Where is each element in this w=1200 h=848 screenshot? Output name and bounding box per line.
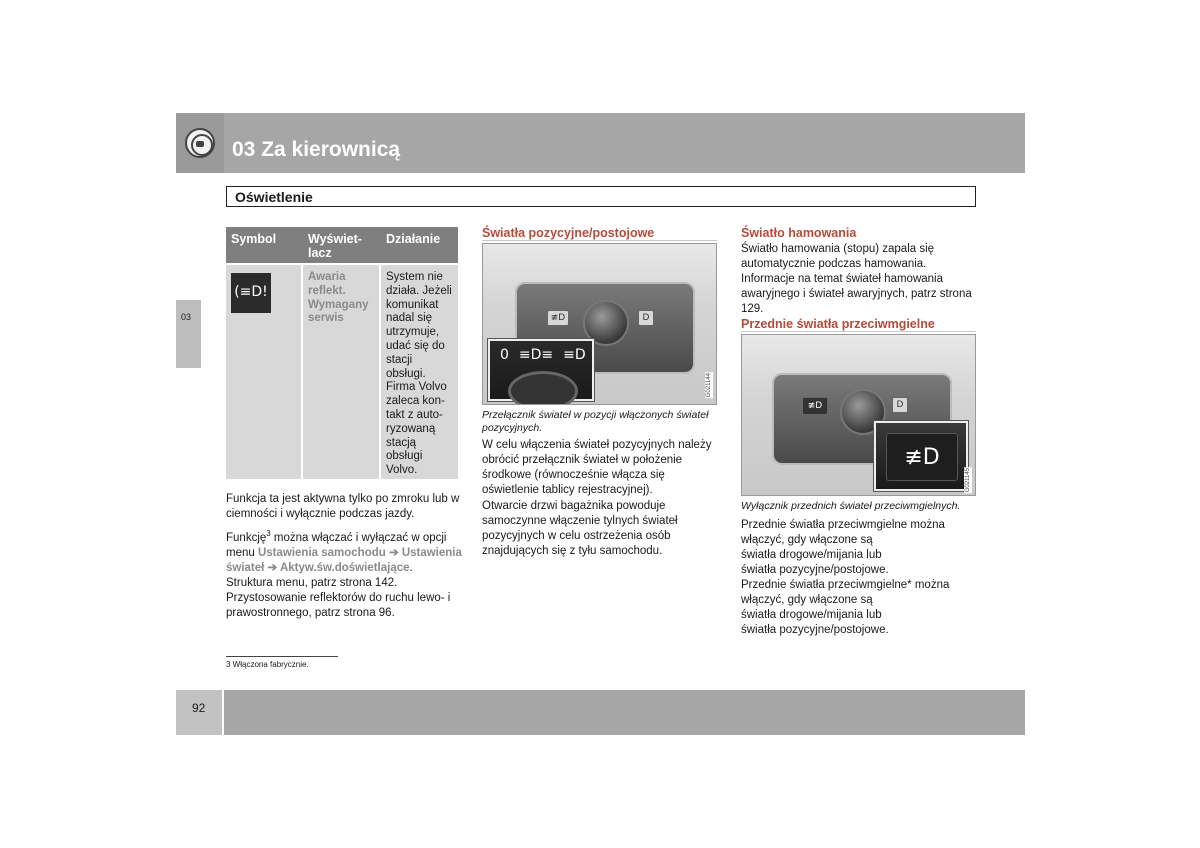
column-header-display: Wyświet- lacz [308, 232, 362, 260]
symbol-cell [226, 265, 301, 479]
chapter-title: 03 Za kierownicą [232, 138, 401, 161]
menu-path-text-c: . Struktura menu, patrz strona 142. [226, 561, 413, 589]
footer-bar [224, 690, 1025, 735]
paragraph-menu-path [226, 526, 462, 591]
position-detail-inset [488, 339, 594, 401]
fog-light-button: ≢D [547, 310, 569, 326]
subheading-rule [741, 331, 976, 332]
light-switch-photo [482, 243, 717, 405]
menu-item-active-bending: Aktyw.św.doświetlające [279, 561, 410, 574]
steering-wheel-icon [185, 128, 215, 158]
image-code: G021144 [706, 373, 712, 398]
section-title: Oświetlenie [235, 189, 313, 205]
paragraph-tailgate: Otwarcie drzwi bagażnika powoduje samoczynne włączenie tylnych świateł pozycyjnych w celu ostrzeżenia osób znajdujących się z tyłu samochodu. [482, 500, 678, 557]
menu-item-light-settings: Ustawienia świateł [226, 546, 462, 574]
paragraph-brake-light: Światło hamowania (stopu) zapala się automatycznie podczas hamowania. Informacje na temat świateł hamowania awaryjnego i świateł awaryjnych, patrz strona 129. [741, 243, 972, 315]
table-header [226, 227, 458, 263]
chapter-icon-box [176, 113, 224, 173]
table-row [226, 265, 458, 479]
position-light-icon: ≡D≡ [518, 347, 554, 363]
column-header-symbol: Symbol [231, 232, 277, 246]
section-title-box [226, 186, 976, 207]
fog-light-button: ≢D [802, 397, 828, 415]
front-fog-light-icon: ≢D [886, 433, 958, 481]
footnote: 3 Włączona fabrycznie. [226, 660, 309, 669]
paragraph-position-lights-on: W celu włączenia świateł pozycyjnych należy obrócić przełącznik świateł w położenie środkowe (równocześnie włącza się oświetlenie tablicy rejestracyjnej). [482, 439, 712, 496]
rear-fog-button: D [892, 397, 908, 413]
fog-light-switch-photo [741, 334, 976, 496]
headlight-icon: ≡D [563, 347, 586, 363]
footnote-ref: 3 [266, 529, 271, 538]
off-position-label: 0 [500, 347, 509, 363]
position-lights-caption: Przełącznik świateł w pozycji włączonych świateł pozycyjnych. [482, 409, 709, 434]
image-code: G021145 [965, 468, 971, 493]
paragraph-fog-lights-1: Przednie światła przeciwmgielne można włączyć, gdy włączone są światła drogowe/mijania lub światła pozycyjne/postojowe. [741, 519, 945, 576]
subheading-fog-lights: Przednie światła przeciwmgielne [741, 317, 935, 331]
page-number: 92 [192, 701, 206, 715]
paragraph-traffic-adjust: Przystosowanie reflektorów do ruchu lewo- i prawostronnego, patrz strona 96. [226, 592, 451, 619]
chapter-side-tab[interactable] [176, 300, 201, 368]
menu-path-text-a: Funkcję [226, 531, 267, 544]
menu-path-text-b: można włączać i wyłączać w opcji menu [226, 531, 447, 559]
menu-item-vehicle-settings: Ustawienia samochodu [257, 546, 386, 559]
fog-lights-caption: Wyłącznik przednich świateł przeciwmgielnych. [741, 500, 961, 512]
subheading-brake-light: Światło hamowania [741, 226, 857, 240]
paragraph-active-condition: Funkcja ta jest aktywna tylko po zmroku lub w ciemności i wyłącznie podczas jazdy. [226, 493, 460, 520]
subheading-position-lights: Światła pozycyjne/postojowe [482, 226, 655, 240]
subheading-rule [482, 240, 717, 241]
headlight-warning-glyph: (≡D! [234, 284, 268, 301]
rear-fog-button: D [638, 310, 654, 326]
display-cell: Awaria reflekt. Wymagany serwis [303, 265, 379, 479]
inset-position-labels [500, 347, 586, 363]
paragraph-fog-lights-2: Przednie światła przeciwmgielne* można włączyć, gdy włączone są światła drogowe/mijania lub światła pozycyjne/postojowe. [741, 579, 950, 636]
fog-button-inset [874, 421, 968, 491]
footnote-rule [226, 656, 338, 657]
side-tab-label: 03 [181, 312, 192, 322]
column-header-action: Działanie [386, 232, 441, 246]
headlight-warning-icon [231, 273, 271, 313]
arrow-icon: ➔ [264, 561, 280, 574]
arrow-icon: ➔ [385, 546, 402, 559]
symbol-table [226, 227, 458, 479]
inset-knob-detail [508, 371, 578, 405]
action-cell: System nie działa. Jeżeli komunikat nadal się utrzymuje, udać się do stacji obsługi. Firma Volvo zaleca kon- takt z auto- ryzowaną stacją obsługi Volvo. [381, 265, 458, 479]
